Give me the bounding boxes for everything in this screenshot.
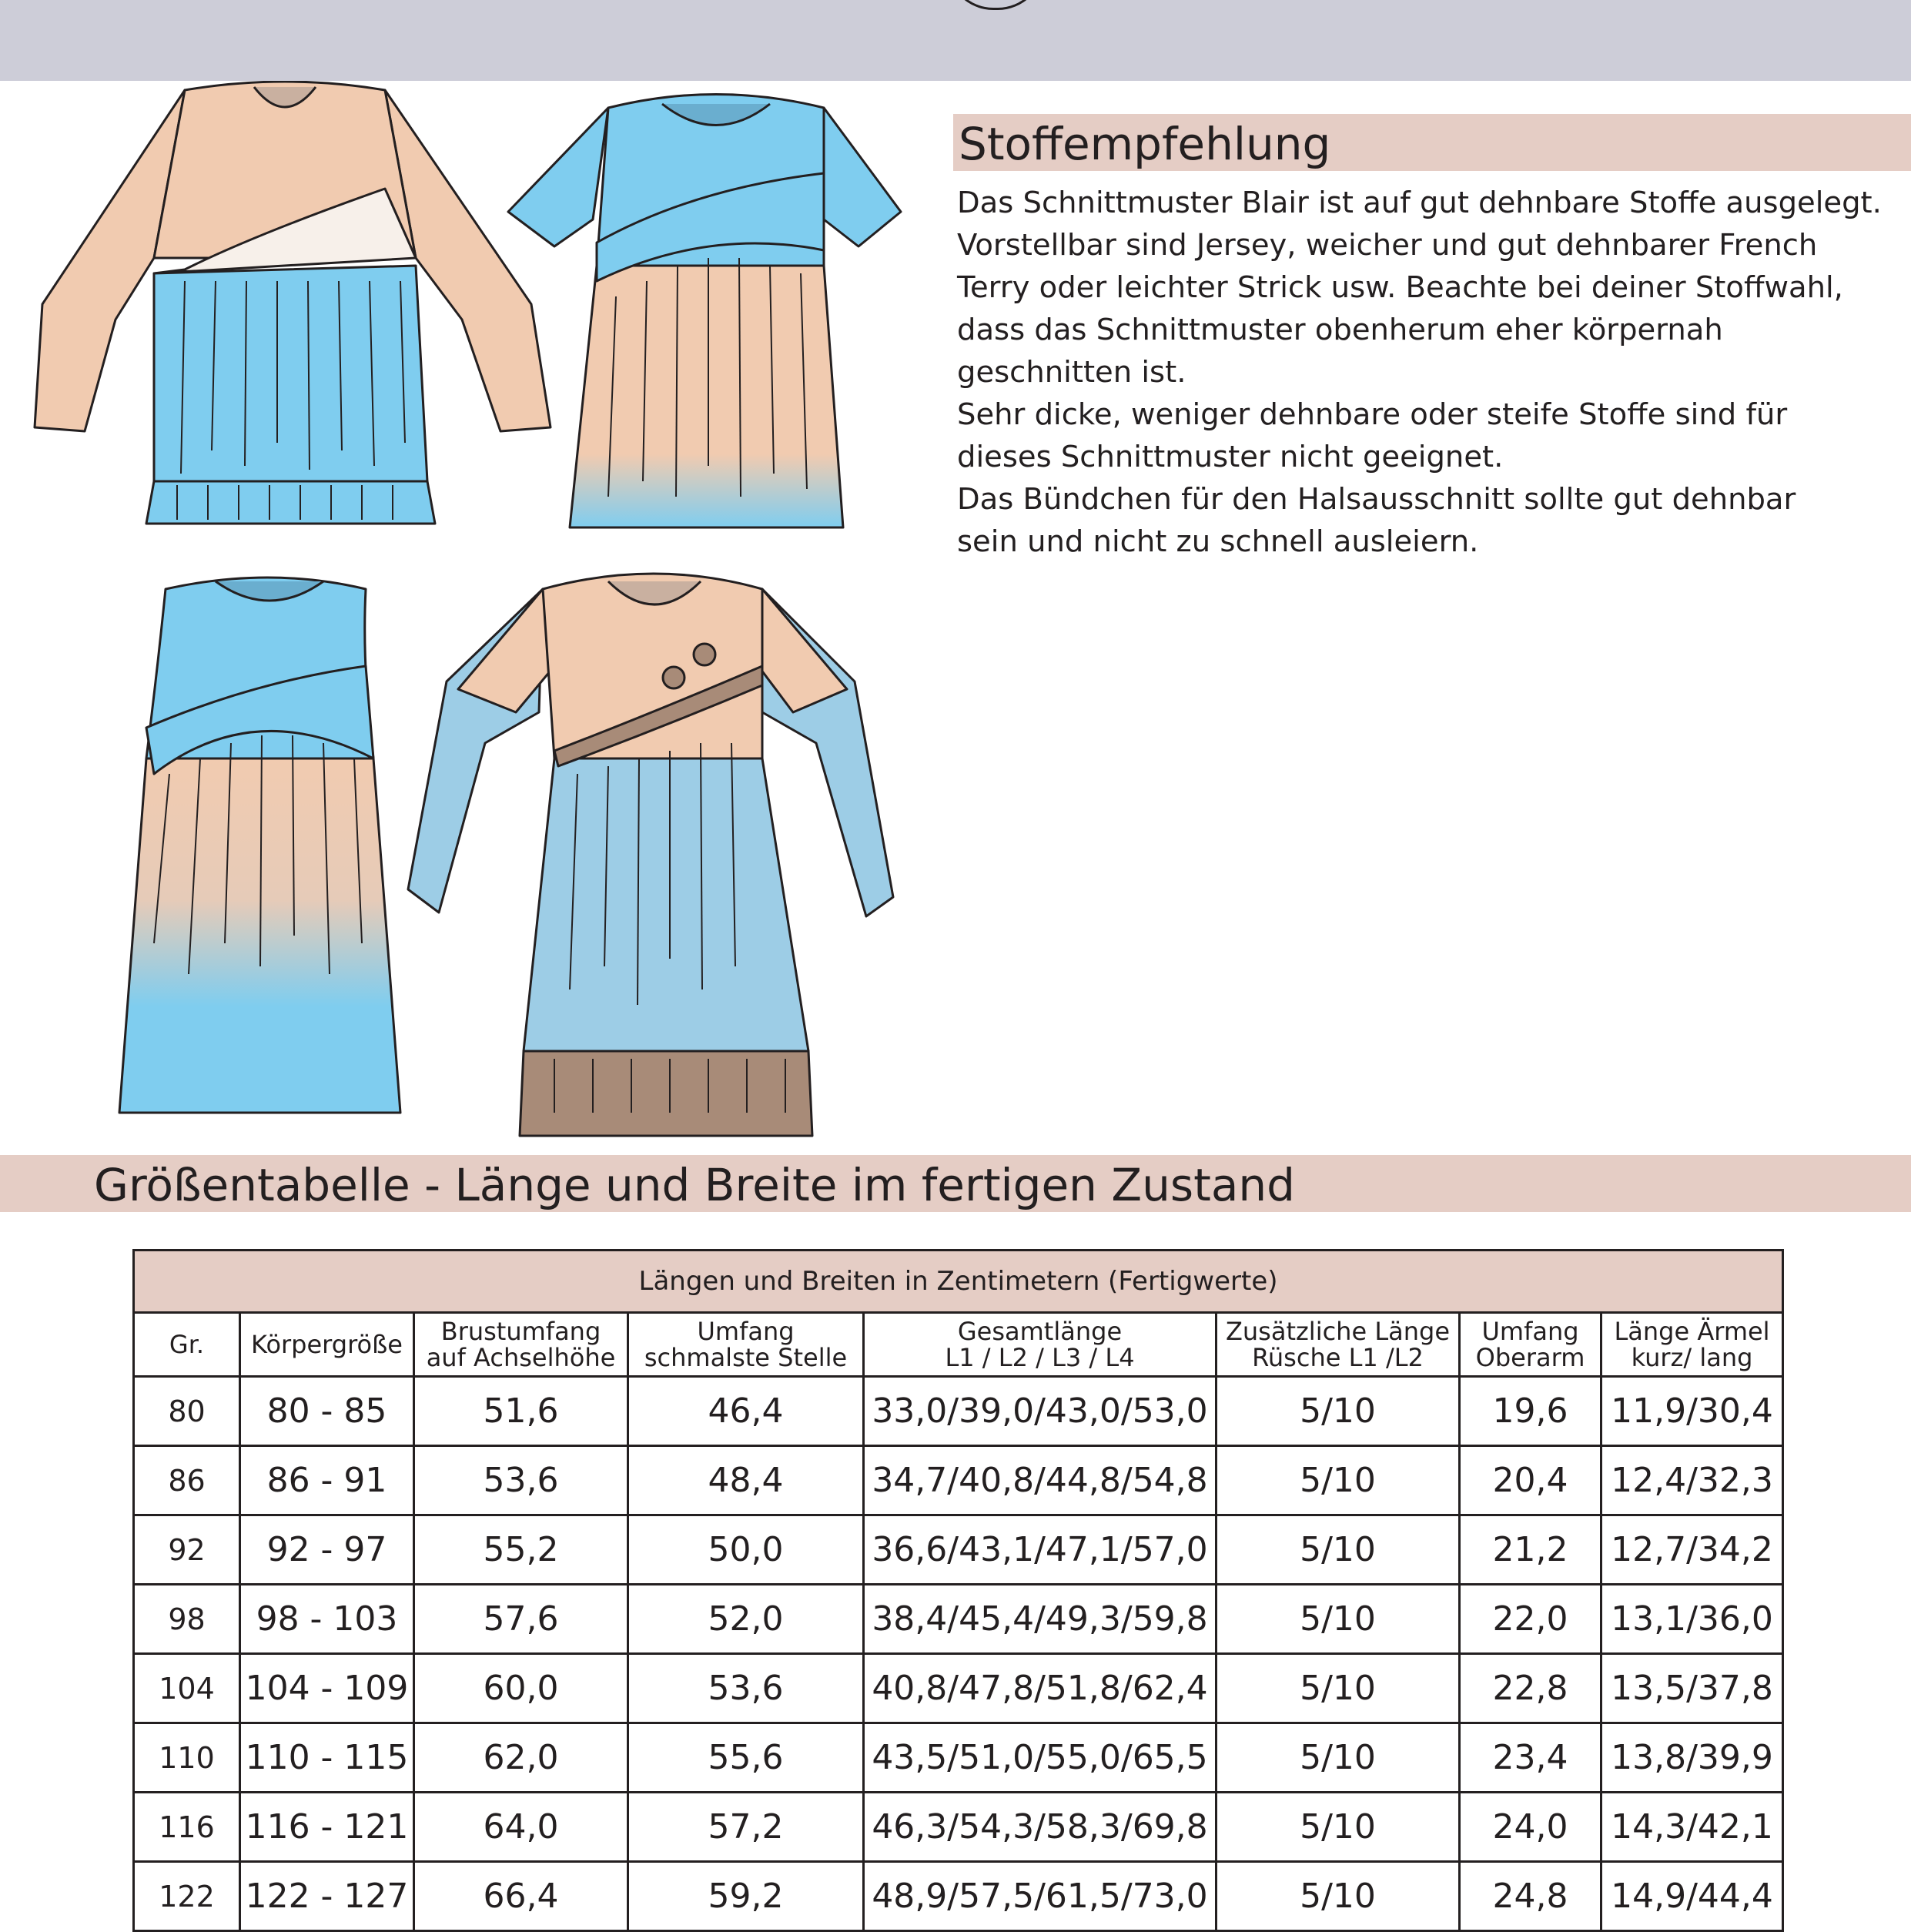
table-header-row: [134, 1313, 1783, 1377]
table-caption: Längen und Breiten in Zentimetern (Fertigwerte): [134, 1251, 1783, 1313]
table-row: [134, 1654, 1783, 1723]
column-header-line: Gr.: [169, 1330, 205, 1359]
column-header: [240, 1313, 414, 1377]
size-table: [132, 1249, 1784, 1932]
table-cell: 24,0: [1460, 1793, 1601, 1862]
table-cell: 21,2: [1460, 1515, 1601, 1585]
column-header-line: Umfang: [697, 1317, 795, 1346]
dress-variant-4: [408, 574, 893, 1136]
table-cell: 104 - 109: [240, 1654, 414, 1723]
table-cell: 22,0: [1460, 1585, 1601, 1654]
table-cell: 51,6: [414, 1377, 628, 1446]
table-body: [134, 1377, 1783, 1931]
table-cell: 5/10: [1217, 1654, 1460, 1723]
table-cell: 13,8/39,9: [1601, 1723, 1783, 1793]
table-cell: 110 - 115: [240, 1723, 414, 1793]
column-header: [414, 1313, 628, 1377]
text-line: sein und nicht zu schnell ausleiern.: [957, 524, 1479, 559]
table-cell: 22,8: [1460, 1654, 1601, 1723]
column-header: [1217, 1313, 1460, 1377]
table-cell: 5/10: [1217, 1585, 1460, 1654]
text-line: Vorstellbar sind Jersey, weicher und gut dehnbarer French: [957, 228, 1818, 263]
table-cell: 50,0: [628, 1515, 864, 1585]
table-cell: 13,5/37,8: [1601, 1654, 1783, 1723]
column-header-line: L1 / L2 / L3 / L4: [945, 1343, 1135, 1372]
table-cell: 59,2: [628, 1862, 864, 1931]
table-cell: 5/10: [1217, 1862, 1460, 1931]
table-cell: 52,0: [628, 1585, 864, 1654]
header-bar: [0, 0, 1911, 81]
table-cell: 62,0: [414, 1723, 628, 1793]
table-cell: 122 - 127: [240, 1862, 414, 1931]
table-cell: 13,1/36,0: [1601, 1585, 1783, 1654]
table-row: [134, 1862, 1783, 1931]
table-cell: 92 - 97: [240, 1515, 414, 1585]
text-line: dass das Schnittmuster obenherum eher körpernah: [957, 313, 1723, 347]
text-line: geschnitten ist.: [957, 355, 1186, 390]
table-cell: 36,6/43,1/47,1/57,0: [864, 1515, 1217, 1585]
table-cell: 12,4/32,3: [1601, 1446, 1783, 1515]
column-header-line: Gesamtlänge: [957, 1317, 1123, 1346]
dress-variant-2: [508, 95, 901, 528]
column-header-line: Körpergröße: [251, 1330, 403, 1359]
table-row: [134, 1377, 1783, 1446]
column-header: [1460, 1313, 1601, 1377]
table-row: [134, 1793, 1783, 1862]
column-header-line: Umfang: [1481, 1317, 1579, 1346]
column-header: [134, 1313, 240, 1377]
table-cell: 55,6: [628, 1723, 864, 1793]
table-cell: 86 - 91: [240, 1446, 414, 1515]
column-header-line: Rüsche L1 /L2: [1252, 1343, 1424, 1372]
table-cell: 104: [134, 1654, 240, 1723]
table-cell: 46,3/54,3/58,3/69,8: [864, 1793, 1217, 1862]
column-header-line: Zusätzliche Länge: [1225, 1317, 1451, 1346]
table-cell: 43,5/51,0/55,0/65,5: [864, 1723, 1217, 1793]
table-cell: 5/10: [1217, 1793, 1460, 1862]
table-cell: 14,3/42,1: [1601, 1793, 1783, 1862]
table-row: [134, 1446, 1783, 1515]
table-cell: 57,2: [628, 1793, 864, 1862]
table-row: [134, 1585, 1783, 1654]
text-line: Sehr dicke, weniger dehnbare oder steife Stoffe sind für: [957, 397, 1788, 432]
table-cell: 98: [134, 1585, 240, 1654]
column-header-line: kurz/ lang: [1631, 1343, 1753, 1372]
table-row: [134, 1515, 1783, 1585]
column-header-line: Länge Ärmel: [1614, 1317, 1770, 1346]
table-cell: 48,4: [628, 1446, 864, 1515]
table-cell: 46,4: [628, 1377, 864, 1446]
dress-variant-3: [119, 578, 400, 1113]
table-cell: 80: [134, 1377, 240, 1446]
table-row: [134, 1723, 1783, 1793]
table-cell: 116: [134, 1793, 240, 1862]
table-cell: 38,4/45,4/49,3/59,8: [864, 1585, 1217, 1654]
table-cell: 92: [134, 1515, 240, 1585]
table-cell: 66,4: [414, 1862, 628, 1931]
table-cell: 48,9/57,5/61,5/73,0: [864, 1862, 1217, 1931]
column-header: [628, 1313, 864, 1377]
table-cell: 110: [134, 1723, 240, 1793]
table-cell: 53,6: [628, 1654, 864, 1723]
table-cell: 116 - 121: [240, 1793, 414, 1862]
logo-icon: [947, 0, 1044, 10]
dress-variant-1: [35, 82, 551, 524]
table-cell: 40,8/47,8/51,8/62,4: [864, 1654, 1217, 1723]
stoffempfehlung-title: Stoffempfehlung: [959, 118, 1331, 170]
table-cell: 86: [134, 1446, 240, 1515]
column-header: [1601, 1313, 1783, 1377]
table-cell: 20,4: [1460, 1446, 1601, 1515]
text-line: dieses Schnittmuster nicht geeignet.: [957, 440, 1504, 474]
column-header-line: schmalste Stelle: [644, 1343, 848, 1372]
table-cell: 60,0: [414, 1654, 628, 1723]
text-line: Terry oder leichter Strick usw. Beachte bei deiner Stoffwahl,: [957, 270, 1843, 305]
column-header: [864, 1313, 1217, 1377]
table-cell: 5/10: [1217, 1377, 1460, 1446]
table-cell: 24,8: [1460, 1862, 1601, 1931]
dress-illustrations: [0, 81, 947, 1155]
table-cell: 5/10: [1217, 1723, 1460, 1793]
column-header-line: auf Achselhöhe: [426, 1343, 616, 1372]
table-cell: 53,6: [414, 1446, 628, 1515]
table-cell: 14,9/44,4: [1601, 1862, 1783, 1931]
table-cell: 64,0: [414, 1793, 628, 1862]
table-cell: 55,2: [414, 1515, 628, 1585]
table-cell: 98 - 103: [240, 1585, 414, 1654]
table-cell: 5/10: [1217, 1446, 1460, 1515]
table-cell: 12,7/34,2: [1601, 1515, 1783, 1585]
table-cell: 19,6: [1460, 1377, 1601, 1446]
text-line: Das Schnittmuster Blair ist auf gut dehnbare Stoffe ausgelegt.: [957, 186, 1882, 220]
table-cell: 11,9/30,4: [1601, 1377, 1783, 1446]
stoffempfehlung-text: [957, 182, 1909, 563]
column-header-line: Brustumfang: [440, 1317, 601, 1346]
table-cell: 5/10: [1217, 1515, 1460, 1585]
table-cell: 122: [134, 1862, 240, 1931]
table-cell: 57,6: [414, 1585, 628, 1654]
column-header-line: Oberarm: [1475, 1343, 1585, 1372]
table-cell: 23,4: [1460, 1723, 1601, 1793]
text-line: Das Bündchen für den Halsausschnitt sollte gut dehnbar: [957, 482, 1796, 517]
groessentabelle-title: Größentabelle - Länge und Breite im fertigen Zustand: [94, 1159, 1295, 1211]
table-cell: 34,7/40,8/44,8/54,8: [864, 1446, 1217, 1515]
table-cell: 80 - 85: [240, 1377, 414, 1446]
table-cell: 33,0/39,0/43,0/53,0: [864, 1377, 1217, 1446]
